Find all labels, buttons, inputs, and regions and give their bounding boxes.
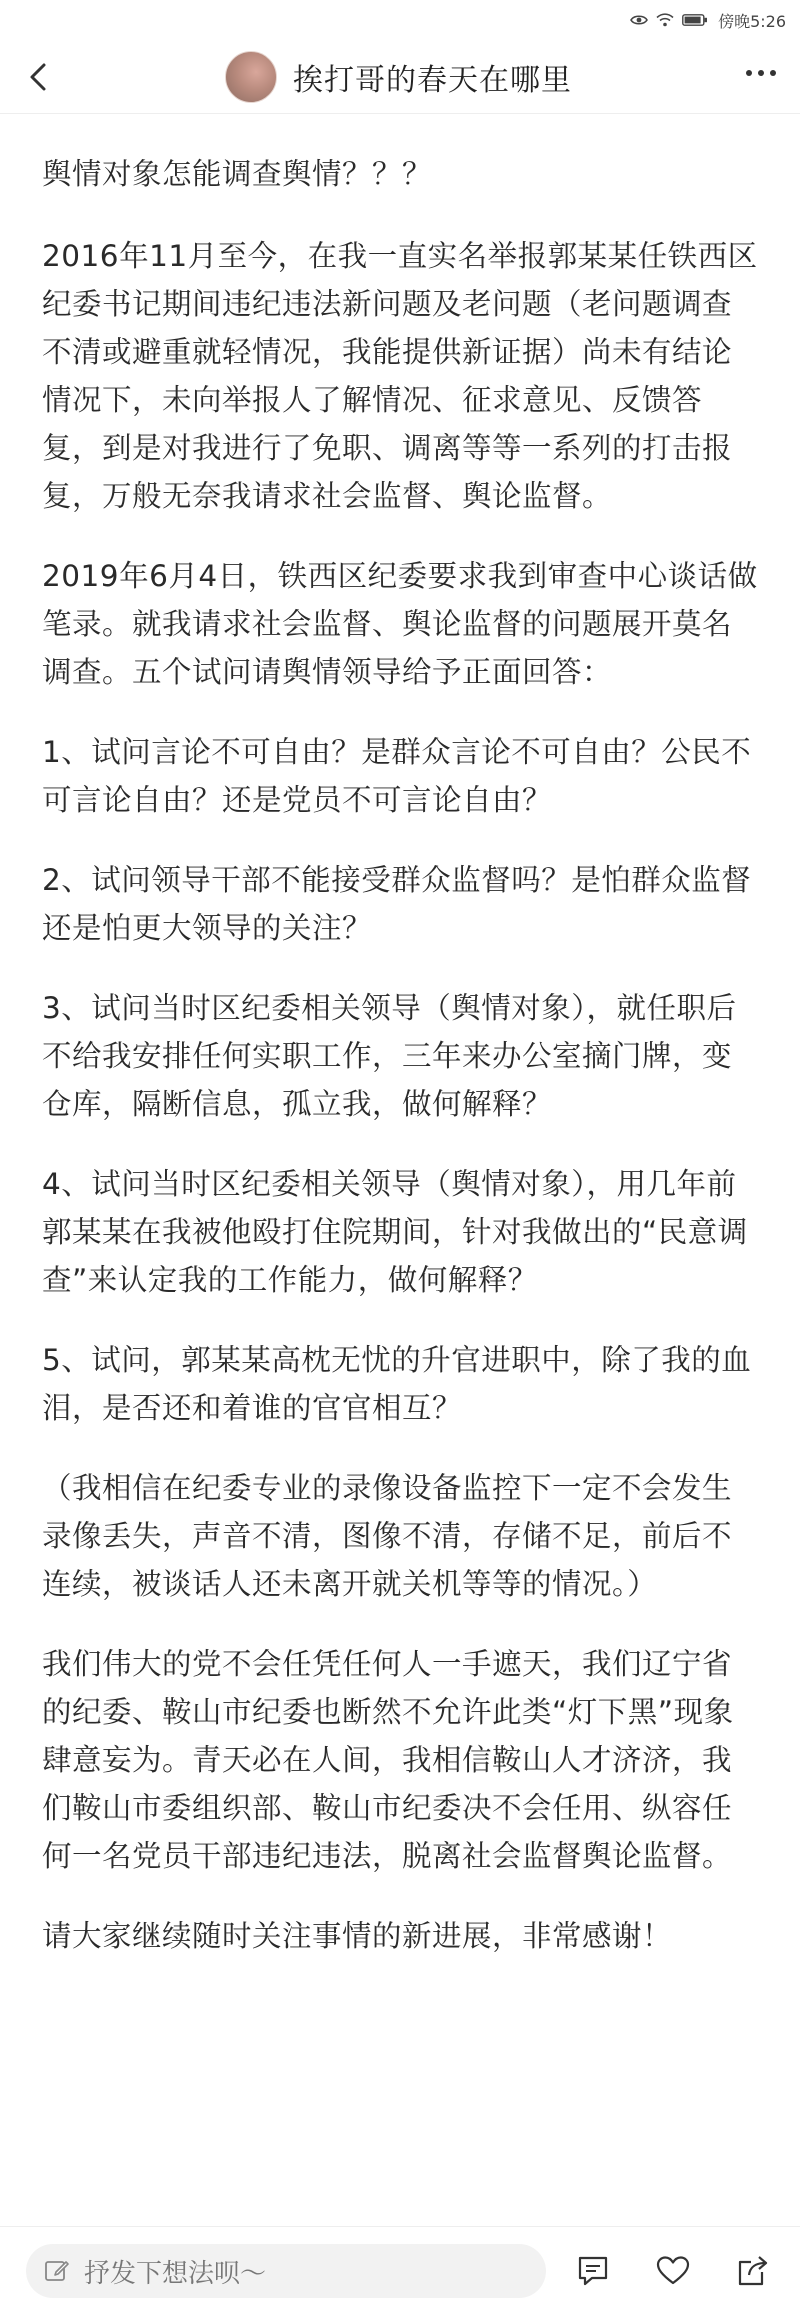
post-paragraph: 5、试问，郭某某高枕无忧的升官进职中，除了我的血泪，是否还和着谁的官官相互？ [42,1343,752,1425]
battery-icon [682,14,708,26]
post-paragraph: 3、试问当时区纪委相关领导（舆情对象），就任职后不给我安排任何实职工作，三年来办公室摘门牌，变仓库，隔断信息，孤立我，做何解释？ [42,991,737,1121]
post-paragraph: 我们伟大的党不会任凭任何人一手遮天，我们辽宁省的纪委、鞍山市纪委也断然不允许此类“灯下黑”现象肆意妄为。青天必在人间，我相信鞍山人才济济，我们鞍山市委组织部、鞍山市纪委决不会任用、纵容任何一名党员干部违纪违法，脱离社会监督舆论监督。 [42,1647,734,1873]
post-paragraph: 请大家继续随时关注事情的新进展，非常感谢！ [42,1919,673,1953]
status-icons [630,13,708,27]
eye-icon [630,14,648,26]
post-paragraph: （我相信在纪委专业的录像设备监控下一定不会发生录像丢失，声音不清，图像不清，存储不足，前后不连续，被谈话人还未离开就关机等等的情况。） [42,1471,733,1601]
comment-input[interactable] [26,2244,546,2298]
status-time: 傍晚5:26 [718,11,786,31]
post-paragraph: 4、试问当时区纪委相关领导（舆情对象），用几年前郭某某在我被他殴打住院期间，针对我做出的“民意调查”来认定我的工作能力，做何解释？ [42,1167,748,1297]
bottom-action-bar [0,2226,800,2315]
status-bar [0,0,800,40]
post-paragraph: 1、试问言论不可自由？是群众言论不可自由？公民不可言论自由？还是党员不可言论自由？ [42,735,752,817]
post-title: 舆情对象怎能调查舆情？？？ [42,157,433,191]
comment-icon[interactable] [576,2255,610,2287]
wifi-icon [656,13,674,27]
page-title: 挨打哥的春天在哪里 [293,63,572,98]
comment-placeholder: 抒发下想法呗～ [84,2258,267,2289]
post-paragraph: 2、试问领导干部不能接受群众监督吗？是怕群众监督还是怕更大领导的关注？ [42,863,752,945]
more-icon[interactable] [744,68,778,78]
back-icon[interactable] [26,62,52,92]
post-content [42,150,758,1992]
edit-icon [44,2258,70,2284]
post-paragraph: 2016年11月至今，在我一直实名举报郭某某任铁西区纪委书记期间违纪违法新问题及老问题（老问题调查不清或避重就轻情况，我能提供新证据）尚未有结论情况下，未向举报人了解情况、征求意见、反馈答复，到是对我进行了免职、调离等等一系列的打击报复，万般无奈我请求社会监督、舆论监督。 [42,239,758,513]
avatar[interactable] [225,51,277,103]
post-paragraph: 2019年6月4日，铁西区纪委要求我到审查中心谈话做笔录。就我请求社会监督、舆论监督的问题展开莫名调查。五个试问请舆情领导给予正面回答： [42,559,758,689]
heart-icon[interactable] [656,2255,690,2287]
nav-bar [0,40,800,114]
nav-title-group[interactable] [225,48,572,106]
share-icon[interactable] [736,2254,770,2288]
